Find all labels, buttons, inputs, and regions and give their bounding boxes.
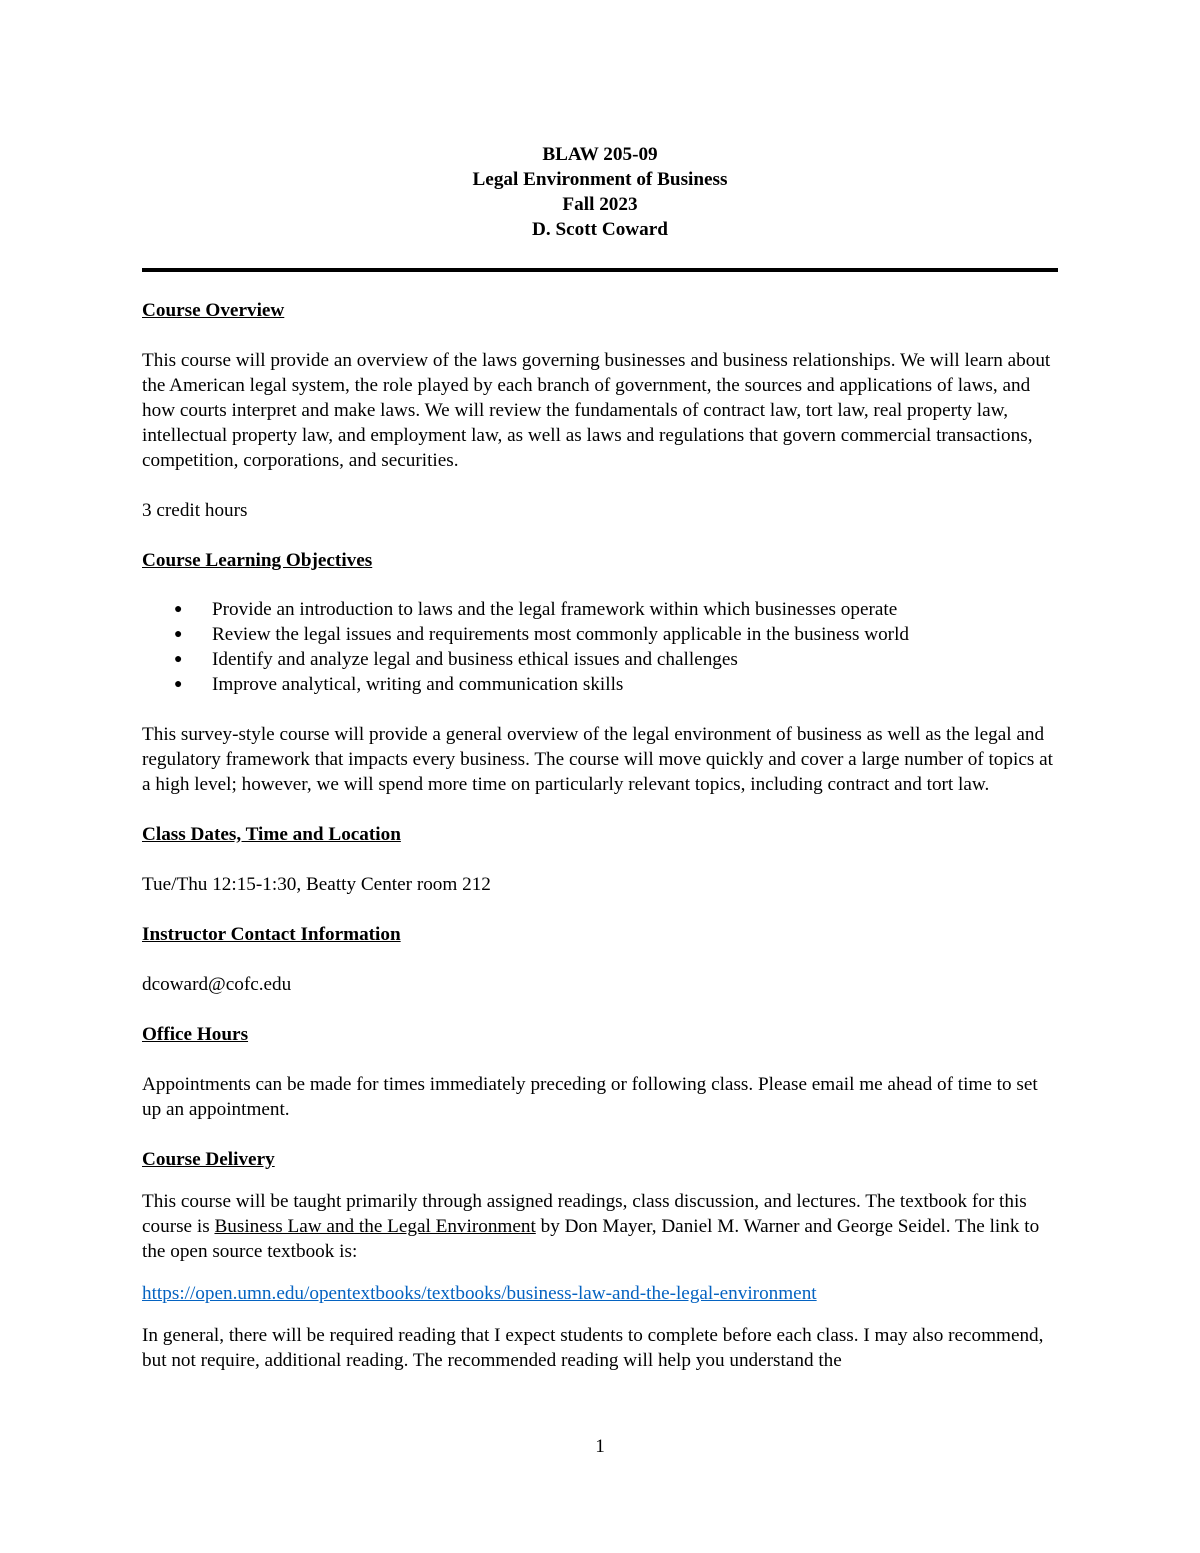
- term: Fall 2023: [562, 194, 638, 215]
- textbook-link-paragraph: [142, 1281, 1058, 1306]
- office-hours-heading: Office Hours: [142, 1024, 249, 1045]
- course-delivery-body: [142, 1189, 1058, 1264]
- survey-course-description: This survey-style course will provide a general overview of the legal environment of business as well as the legal and regulatory framework that impacts every business. The course will move quickly and cover a large number of topics at a high level; however, we will spend more time on particularly relevant topics, including contract and tort law.: [142, 724, 1053, 795]
- list-item: [142, 597, 1058, 622]
- course-delivery-heading: Course Delivery: [142, 1149, 275, 1170]
- document-content: [142, 140, 1058, 1373]
- syllabus-header: [142, 142, 1058, 242]
- page-number: 1: [595, 1436, 605, 1457]
- textbook-link[interactable]: https://open.umn.edu/opentextbooks/textbooks/business-law-and-the-legal-environment: [142, 1283, 817, 1304]
- bullet-icon: ●: [174, 602, 183, 617]
- bullet-icon: ●: [174, 652, 183, 667]
- list-item: [142, 672, 1058, 697]
- list-item: [142, 647, 1058, 672]
- header-divider: [142, 268, 1058, 272]
- objective-text: Review the legal issues and requirements most commonly applicable in the business world: [212, 624, 909, 645]
- credit-hours: 3 credit hours: [142, 500, 248, 521]
- learning-objectives-heading: Course Learning Objectives: [142, 550, 373, 571]
- course-title: Legal Environment of Business: [472, 169, 728, 190]
- bullet-icon: ●: [174, 627, 183, 642]
- instructor-name: D. Scott Coward: [532, 219, 668, 240]
- course-code: BLAW 205-09: [542, 144, 658, 165]
- office-hours-body: Appointments can be made for times immediately preceding or following class. Please email me ahead of time to set up an appointment.: [142, 1074, 1038, 1120]
- instructor-contact-heading: Instructor Contact Information: [142, 924, 401, 945]
- course-overview-body: This course will provide an overview of the laws governing businesses and business relationships. We will learn about the American legal system, the role played by each branch of government, the sources and applications of laws, and how courts interpret and make laws. We will review the fundamentals of contract law, tort law, real property law, intellectual property law, and employment law, as well as laws and regulations that govern commercial transactions, competition, corporations, and securities.: [142, 350, 1051, 471]
- class-dates-heading: Class Dates, Time and Location: [142, 824, 401, 845]
- course-overview-heading: Course Overview: [142, 300, 285, 321]
- delivery-text-end: by Don Mayer, Daniel M. Warner and George Seidel. The link to the open source textbook is:: [142, 1216, 1040, 1262]
- objective-text: Improve analytical, writing and communication skills: [212, 674, 624, 695]
- objective-text: Identify and analyze legal and business ethical issues and challenges: [212, 649, 738, 670]
- learning-objectives-list: [142, 597, 1058, 697]
- reading-note: In general, there will be required reading that I expect students to complete before each class. I may also recommend, but not require, additional reading. The recommended reading will help you understand the: [142, 1325, 1044, 1371]
- class-schedule: Tue/Thu 12:15-1:30, Beatty Center room 212: [142, 874, 491, 895]
- list-item: [142, 622, 1058, 647]
- textbook-title: Business Law and the Legal Environment: [214, 1216, 536, 1237]
- objective-text: Provide an introduction to laws and the legal framework within which businesses operate: [212, 599, 898, 620]
- delivery-text-start: This course will be taught primarily through assigned readings, class discussion, and lectures. The textbook for this course is: [142, 1191, 1027, 1237]
- bullet-icon: ●: [174, 677, 183, 692]
- instructor-email: dcoward@cofc.edu: [142, 974, 292, 995]
